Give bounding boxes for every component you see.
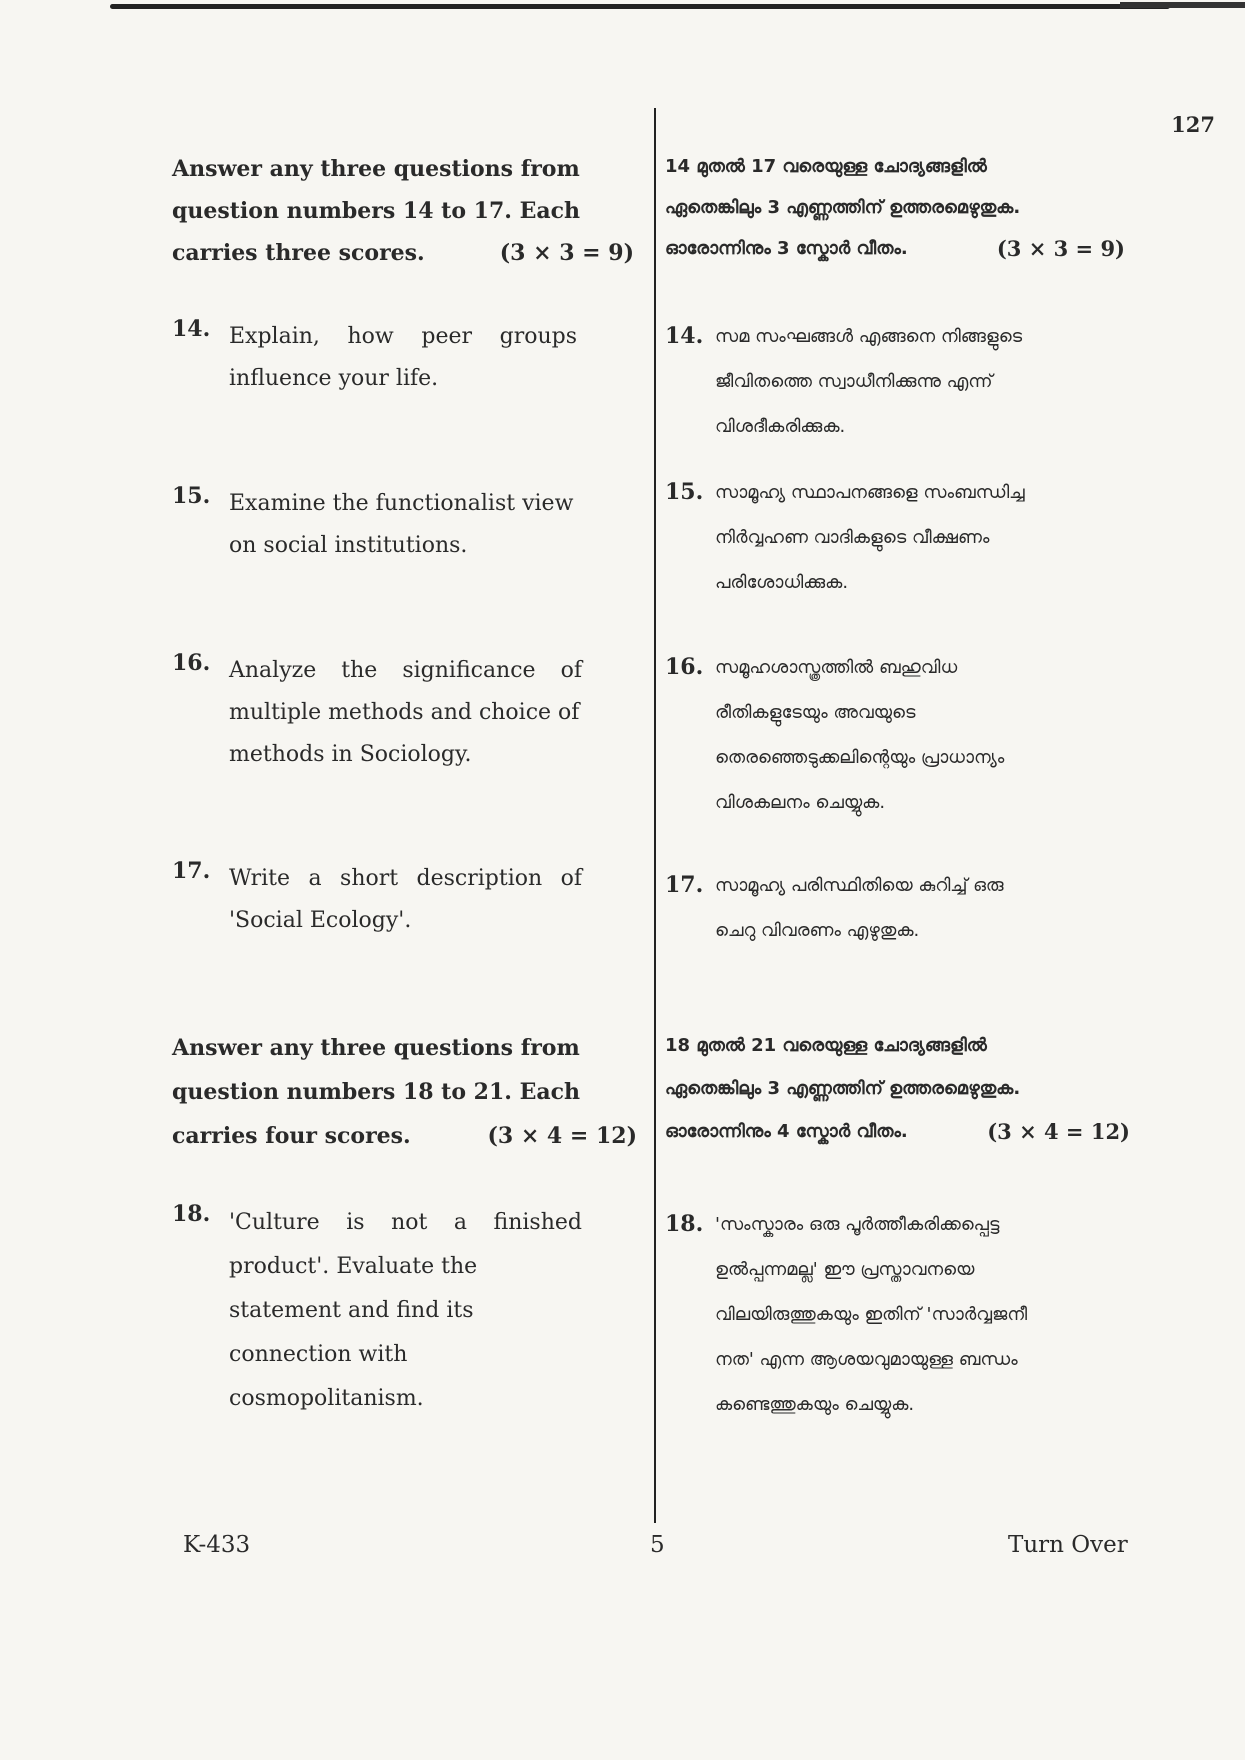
question-number: 18. bbox=[665, 1211, 704, 1237]
question-14: 14. Explain, how peer groups influence your life. bbox=[172, 316, 577, 400]
score-label: (3 × 3 = 9) bbox=[996, 236, 1125, 261]
question-14-ml: 14. സമ സംഘങ്ങൾ എങ്ങനെ നിങ്ങളുടെ ജീവിതത്തെ സ്വാധീനിക്കുന്നു എന്ന് വിശദീകരിക്കുക. bbox=[665, 314, 1070, 449]
question-number: 14. bbox=[172, 316, 211, 342]
question-number: 18. bbox=[172, 1201, 211, 1227]
top-edge-line bbox=[110, 4, 1170, 9]
question-number: 15. bbox=[665, 479, 704, 505]
question-number: 17. bbox=[172, 858, 211, 884]
question-15-ml: 15. സാമൂഹ്യ സ്ഥാപനങ്ങളെ സംബന്ധിച്ച നിർവ്വഹണ വാദികളുടെ വീക്ഷണം പരിശോധിക്കുക. bbox=[665, 470, 1070, 605]
score-label: (3 × 4 = 12) bbox=[487, 1123, 637, 1149]
page-number: 5 bbox=[650, 1532, 665, 1558]
question-number: 16. bbox=[172, 650, 211, 676]
question-17-ml: 17. സാമൂഹ്യ പരിസ്ഥിതിയെ കുറിച്ച് ഒരു ചെറു വിവരണം എഴുതുക. bbox=[665, 863, 1070, 953]
section-instructions-18-21: Answer any three questions from question numbers 18 to 21. Each carries four scores. (3 × 4 = 12) bbox=[172, 1026, 637, 1158]
question-number: 17. bbox=[665, 872, 704, 898]
question-17: 17. Write a short description of 'Social Ecology'. bbox=[172, 858, 582, 942]
score-label: (3 × 4 = 12) bbox=[987, 1119, 1130, 1144]
section-instructions-ml-18-21: 18 മുതൽ 21 വരെയുള്ള ചോദ്യങ്ങളിൽ ഏതെങ്കിലും 3 എണ്ണത്തിന് ഉത്തരമെഴുതുക. ഓരോന്നിനും 4 സ്കോർ വീതം. (3 × 4 = 12) bbox=[665, 1024, 1130, 1153]
section-instructions-14-17: Answer any three questions from question numbers 14 to 17. Each carries three scores. (3 × 3 = 9) bbox=[172, 148, 634, 274]
page-number-top: 127 bbox=[1171, 112, 1215, 137]
paper-code: K-433 bbox=[183, 1532, 251, 1558]
question-number: 16. bbox=[665, 654, 704, 680]
question-16: 16. Analyze the significance of multiple methods and choice of methods in Sociology. bbox=[172, 650, 582, 776]
score-label: (3 × 3 = 9) bbox=[499, 240, 634, 266]
top-edge-line-right bbox=[1120, 2, 1245, 8]
turn-over-label: Turn Over bbox=[1008, 1532, 1128, 1558]
question-15: 15. Examine the functionalist view on social institutions. bbox=[172, 483, 577, 567]
column-divider bbox=[654, 108, 656, 1523]
question-18-ml: 18. 'സംസ്കാരം ഒരു പൂർത്തീകരിക്കപ്പെട്ട ഉൽപ്പന്നമല്ല' ഈ പ്രസ്താവനയെ വിലയിരുത്തുകയും ഇതിന് 'സാർവ്വജനീ നത' എന്ന ആശയവുമായുള്ള ബന്ധം കണ്ടെത്തുകയും ചെയ്യുക. bbox=[665, 1202, 1070, 1427]
question-number: 15. bbox=[172, 483, 211, 509]
question-16-ml: 16. സമൂഹശാസ്ത്രത്തിൽ ബഹുവിധ രീതികളുടേയും അവയുടെ തെരഞ്ഞെടുക്കലിന്റെയും പ്രാധാന്യം വിശകലനം ചെയ്യുക. bbox=[665, 645, 1070, 825]
question-18: 18. 'Culture is not a finished product'. Evaluate the statement and find its connection with cosmopolitanism. bbox=[172, 1201, 582, 1421]
section-instructions-ml-14-17: 14 മുതൽ 17 വരെയുള്ള ചോദ്യങ്ങളിൽ ഏതെങ്കിലും 3 എണ്ണത്തിന് ഉത്തരമെഴുതുക. ഓരോന്നിനും 3 സ്കോർ വീതം. (3 × 3 = 9) bbox=[665, 146, 1125, 269]
question-number: 14. bbox=[665, 323, 704, 349]
